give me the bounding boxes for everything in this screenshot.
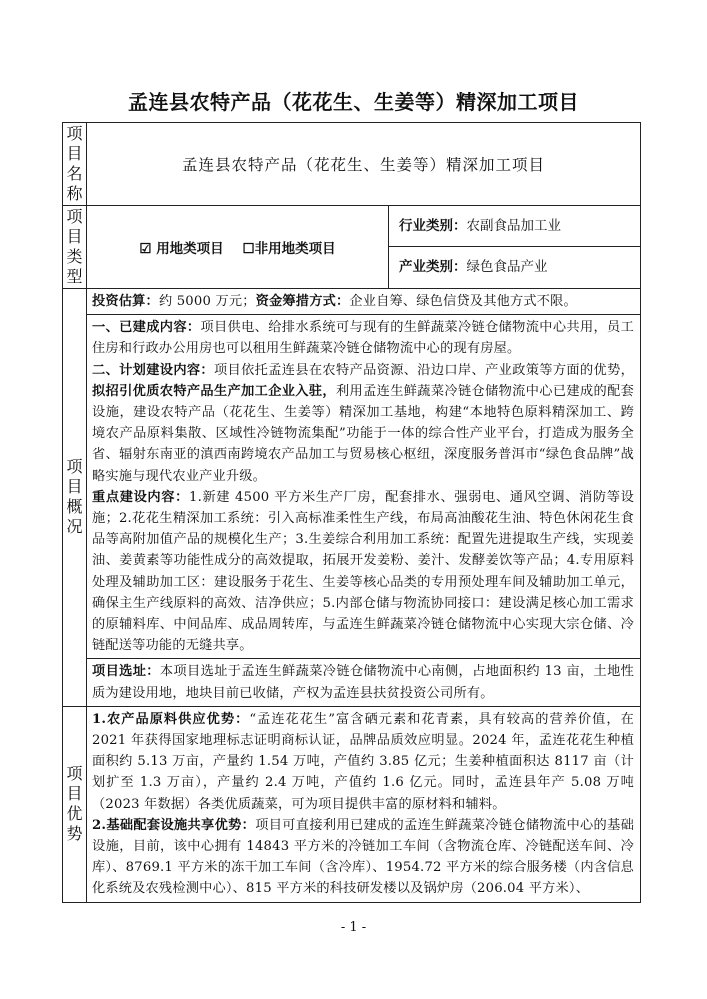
key-text: 1.新建 4500 平方米生产厂房，配套排水、强弱电、通风空调、消防等设施；2.花花生精深加工系统：引入高标准柔性生产线，布局高油酸花生油、特色休闲花生食品等高附加值产品的规模化生产；3.生姜综合利用加工系统：配置先进提取生产线，实现姜油、姜黄素等功能性成分的高效提取，拓展开发姜粉、姜汁、发酵姜饮等产品；4.专用原料处理及辅助加工区：建设服务于花生、生姜等核心品类的专用预处理车间及辅助加工单元，确保主生产线原料的高效、洁净供应；5.内部仓储与物流协同接口：建设满足核心加工需求的原辅料库、中间品库、成品周转库，与孟连生鲜蔬菜冷链仓储物流中心实现大宗仓储、冷链配送等功能的无缝共享。 (92, 489, 635, 654)
planned-text-continued: 利用孟连生鲜蔬菜冷链仓储物流中心已建成的配套设施，建设农特产品（花花生、生姜等）精深加工基地，构建“本地特色原料精深加工、跨境农产品原料集散、区域性冷链物流集配”功能于一体的综合性产业平台，打造成为服务全省、辐射东南亚的滇西南跨境农产品加工与贸易核心枢纽，深度服务普洱市“绿色食品牌”战略实施与现代农业产业升级。 (92, 383, 635, 484)
header-char: 称 (66, 184, 83, 203)
sector-label: 产业类别： (399, 259, 467, 275)
header-char: 类 (66, 247, 83, 266)
header-char: 项 (66, 764, 83, 784)
key-label: 重点建设内容： (92, 489, 189, 505)
header-char: 目 (66, 144, 83, 163)
sector-category (389, 246, 640, 287)
header-char: 目 (66, 227, 83, 246)
unchecked-box-icon[interactable]: ☐ (242, 241, 255, 257)
planned-text: 项目依托孟连县在农特产品资源、沿边口岸、产业政策等方面的优势， (214, 362, 635, 378)
investment-line (87, 289, 640, 314)
header-char: 势 (66, 824, 83, 844)
header-char: 项 (66, 457, 83, 477)
investment-label: 投资估算： (92, 294, 159, 309)
site-label: 项目选址： (92, 664, 160, 680)
project-advantage-content (87, 706, 641, 902)
project-table (62, 122, 641, 903)
project-advantage-row (63, 706, 641, 902)
project-type-header (63, 206, 87, 289)
header-char: 优 (66, 804, 83, 824)
header-char: 目 (66, 477, 83, 497)
project-overview-header (63, 289, 87, 707)
adv1-label: 1.农产品原料供应优势： (92, 711, 250, 727)
project-category-cell (389, 206, 641, 289)
project-type-row (63, 206, 641, 289)
planned-label: 二、计划建设内容： (92, 362, 214, 378)
investment-value: 约 5000 万元； (158, 294, 256, 309)
adv2-text: 项目可直接利用已建成的孟连生鲜蔬菜冷链仓储物流中心的基础设施，目前，该中心拥有 14843 平方米的冷链加工车间（含物流仓库、冷链配送车间、冷库）、8769.1 平方米的冻干加工车间（含冷库）、1954.72 平方米的综合服务楼（内含信息化系统及农残检测中心）、815 平方米的科技研发楼以及锅炉房（206.04 平方米）、 (92, 817, 635, 897)
page-number: - 1 - (340, 920, 367, 935)
industry-label: 行业类别： (399, 218, 467, 234)
built-label: 一、已建成内容： (92, 320, 201, 336)
header-char: 项 (66, 124, 83, 143)
sector-value: 绿色食品产业 (466, 259, 548, 275)
funding-label: 资金筹措方式： (255, 294, 350, 309)
checked-box-icon[interactable]: ☑ (139, 241, 152, 257)
header-char: 况 (66, 517, 83, 537)
project-name-row (63, 123, 641, 206)
built-text: 项目供电、给排水系统可与现有的生鲜蔬菜冷链仓储物流中心共用，员工住房和行政办公用房也可以租用生鲜蔬菜冷链仓储物流中心的现有房屋。 (92, 320, 635, 357)
project-overview-row (63, 289, 641, 707)
adv2-label: 2.基础配套设施共享优势： (92, 817, 256, 833)
header-char: 项 (66, 207, 83, 226)
document-title: 孟连县农特产品（花花生、生姜等）精深加工项目 (128, 90, 579, 114)
header-char: 概 (66, 497, 83, 517)
project-name-header (63, 123, 87, 206)
land-use-label: 用地类项目 (156, 241, 224, 257)
built-content (87, 314, 640, 658)
adv1-text: “孟连花花生”富含硒元素和花青素，具有较高的营养价值，在 2021 年获得国家地理标志证明商标认证，品牌品质效应明显。2024 年，孟连花花生种植面积约 5.13 万亩，产量约 1.54 万吨，产值约 3.85 亿元；生姜种植面积达 8117 亩（计划扩至 1.3 万亩），产量约 2.4 万吨，产值约 1.6 亿元。同时，孟连县年产 5.08 万吨（2023 年数据）各类优质蔬菜，可为项目提供丰富的原材料和辅料。 (92, 711, 635, 812)
header-char: 名 (66, 164, 83, 183)
planned-emphasis: 拟招引优质农特产品生产加工企业入驻， (92, 383, 336, 399)
non-land-use-label: 非用地类项目 (254, 241, 336, 257)
site-text: 本项目选址于孟连生鲜蔬菜冷链仓储物流中心南侧，占地面积约 13 亩，土地性质为建设用地，地块目前已收储，产权为孟连县扶贫投资公司所有。 (92, 664, 635, 701)
project-type-options (87, 206, 389, 289)
header-char: 目 (66, 784, 83, 804)
site-selection (87, 658, 640, 705)
project-advantage-header (63, 706, 87, 902)
advantage-text (87, 707, 640, 902)
industry-value: 农副食品加工业 (466, 218, 561, 234)
project-overview-content (87, 289, 641, 707)
project-name-value: 孟连县农特产品（花花生、生姜等）精深加工项目 (87, 123, 641, 206)
header-char: 型 (66, 267, 83, 286)
industry-category (389, 206, 640, 246)
funding-value: 企业自筹、绿色信贷及其他方式不限。 (349, 294, 577, 309)
